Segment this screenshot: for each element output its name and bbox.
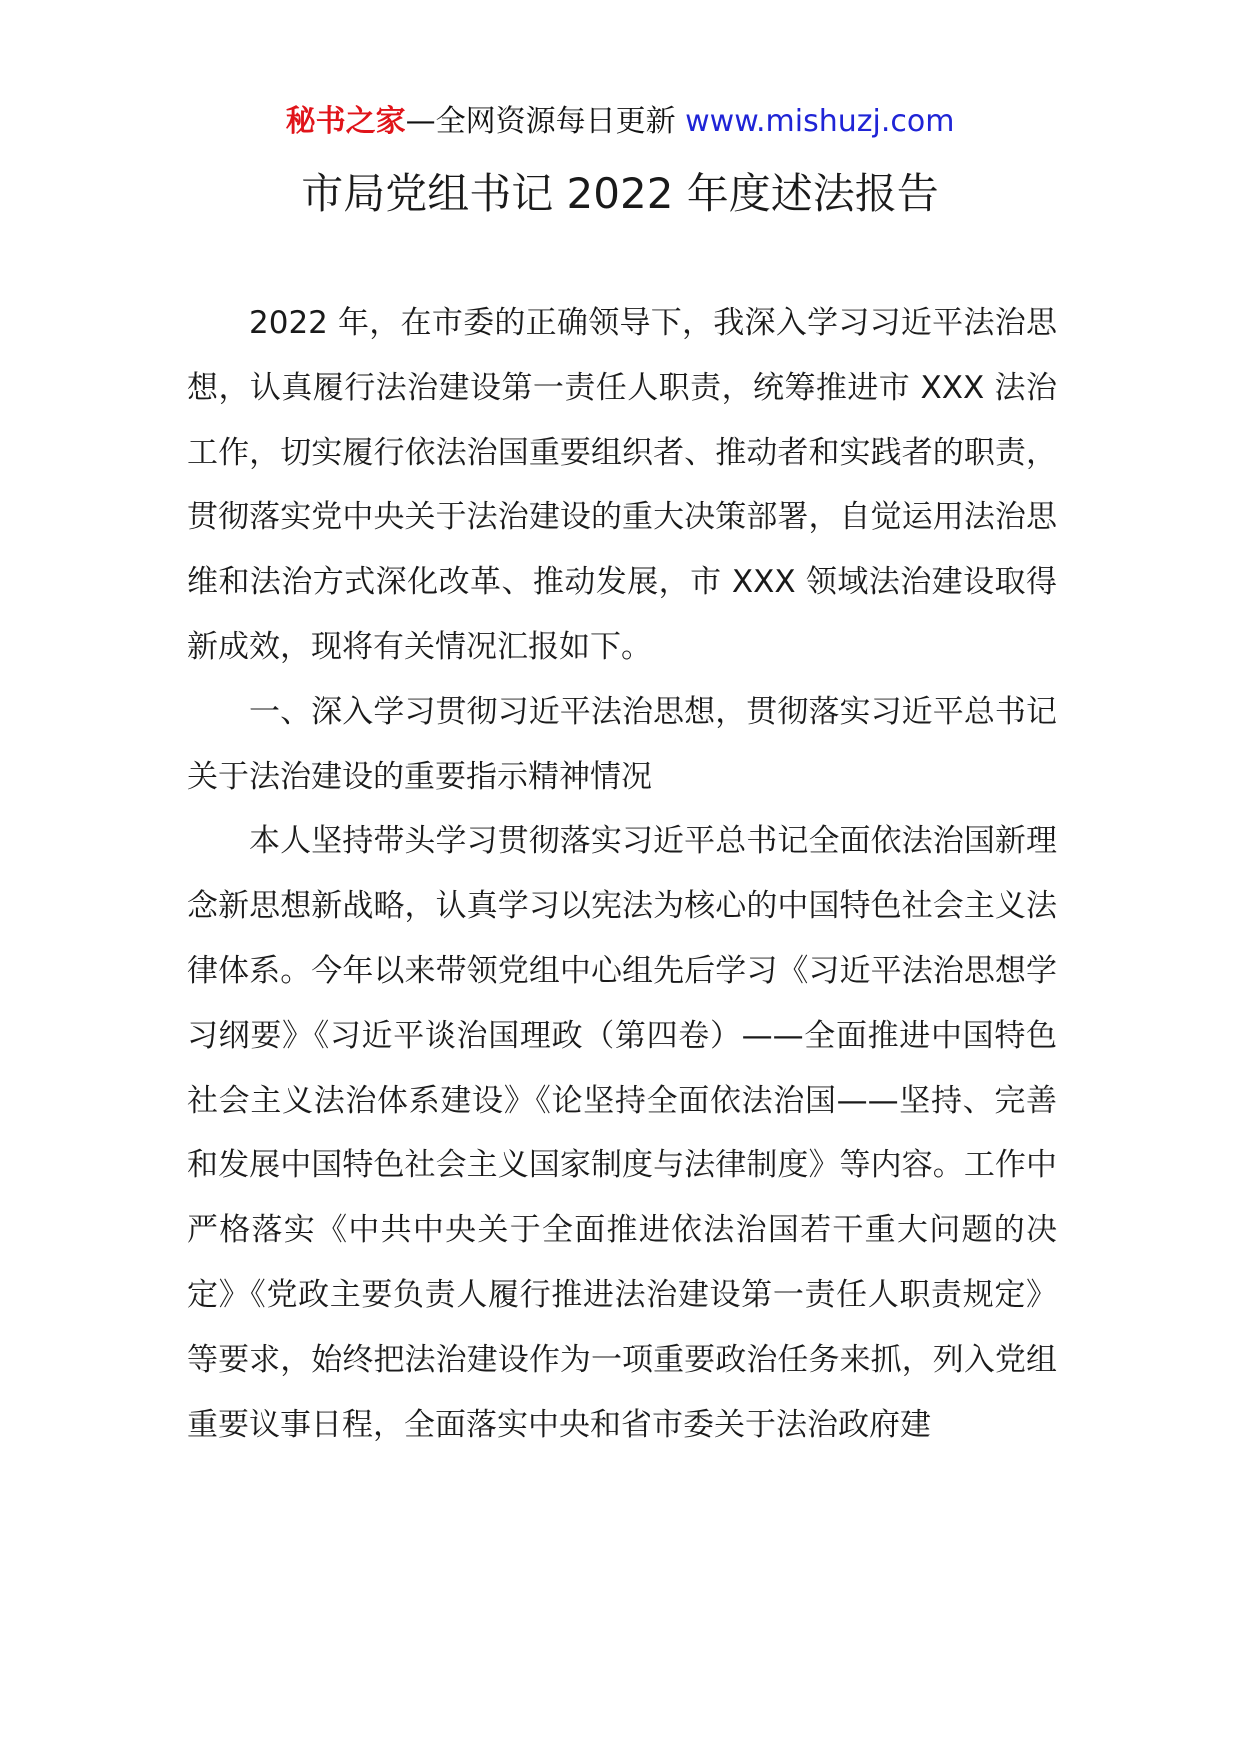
brand-name: 秘书之家 [285, 104, 406, 139]
site-header [0, 100, 1240, 144]
document-title: 市局党组书记 2022 年度述法报告 [301, 169, 939, 218]
body-paragraph-intro: 2022 年，在市委的正确领导下，我深入学习习近平法治思想，认真履行法治建设第一责任人职责，统筹推进市 XXX 法治工作，切实履行依法治国重要组织者、推动者和实践者的职责，贯彻落实党中央关于法治建设的重大决策部署，自觉运用法治思维和法治方式深化改革、推动发展，市 XXX 领域法治建设取得新成效，现将有关情况汇报如下。 [187, 305, 1057, 665]
header-slogan: —全网资源每日更新 [405, 104, 686, 139]
website-link[interactable]: www.mishuzj.com [685, 104, 955, 139]
body-paragraph-section-1: 本人坚持带头学习贯彻落实习近平总书记全面依法治国新理念新思想新战略，认真学习以宪法为核心的中国特色社会主义法律体系。今年以来带领党组中心组先后学习《习近平法治思想学习纲要》《习近平谈治国理政（第四卷）——全面推进中国特色社会主义法治体系建设》《论坚持全面依法治国——坚持、完善和发展中国特色社会主义国家制度与法律制度》等内容。工作中严格落实《中共中央关于全面推进依法治国若干重大问题的决定》《党政主要负责人履行推进法治建设第一责任人职责规定》等要求，始终把法治建设作为一项重要政治任务来抓，列入党组重要议事日程，全面落实中央和省市委关于法治政府建 [187, 823, 1057, 1443]
document-body [187, 291, 1057, 1457]
section-heading-1: 一、深入学习贯彻习近平法治思想，贯彻落实习近平总书记关于法治建设的重要指示精神情况 [187, 693, 1057, 795]
